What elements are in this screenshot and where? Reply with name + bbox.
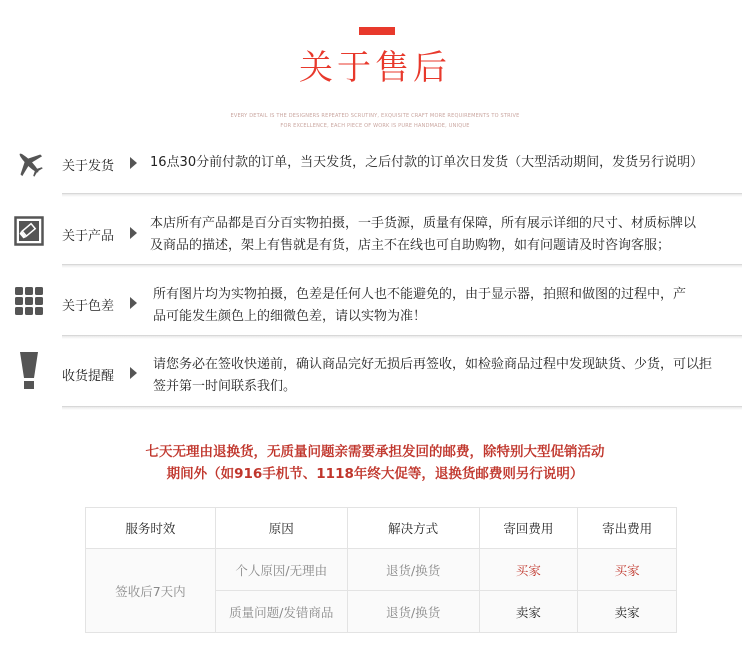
page-subtitle [0,111,750,131]
page-title: 关于售后 [299,48,451,88]
chevron-right-icon [130,367,137,379]
section-receiving [0,340,750,408]
return-fee-cell: 买家 [479,549,578,591]
section-text: 本店所有产品都是百分百实物拍摄，一手货源，质量有保障，所有展示详细的尺寸、材质标牌以及商品的描述，架上有售就是有货，店主不在线也可自助购物，如有问题请及时咨询客服； [150,216,697,253]
section-text: 请您务必在签收快递前，确认商品完好无损后再签收，如检验商品过程中发现缺货、少货，可以拒签并第一时间联系我们。 [153,357,713,394]
grid-icon [14,286,44,316]
section-text: 所有图片均为实物拍摄，色差是任何人也不能避免的，由于显示器，拍照和做图的过程中，产品可能发生颜色上的细微色差，请以实物为准！ [153,287,687,324]
product-box-icon [14,216,44,246]
section-color [0,270,750,335]
section-text: 16点30分前付款的订单，当天发货，之后付款的订单次日发货（大型活动期间，发货另行说明） [150,155,704,170]
section-shipping [0,140,750,195]
divider-shadow [62,194,742,197]
chevron-right-icon [130,227,137,239]
notice-line-2: 期间外（如916手机节、1118年终大促等，退换货邮费则另行说明） [166,466,584,482]
section-product [0,200,750,265]
header-service-period: 服务时效 [86,508,216,549]
divider-shadow [62,407,742,410]
title-accent-bar [359,27,395,35]
return-fee-cell: 卖家 [479,591,578,633]
subtitle-line-1: EVERY DETAIL IS THE DESIGNERS REPEATED SCRUTINY, EXQUISITE CRAFT MORE REQUIREMENTS TO STRIVE [230,113,520,119]
header-ship-fee: 寄出费用 [578,508,677,549]
ship-fee-cell: 买家 [578,549,677,591]
header-return-fee: 寄回费用 [479,508,578,549]
section-label: 关于色差 [62,299,115,314]
solution-cell: 退货/换货 [347,591,479,633]
service-table [85,507,677,633]
section-label: 关于产品 [62,229,115,244]
period-cell: 签收后7天内 [86,549,216,633]
table-row [86,549,677,591]
solution-cell: 退货/换货 [347,549,479,591]
divider-shadow [62,336,742,339]
notice-line-1: 七天无理由退换货，无质量问题亲需要承担发回的邮费，除特别大型促销活动 [145,444,605,460]
ship-fee-cell: 卖家 [578,591,677,633]
reason-cell: 质量问题/发错商品 [215,591,347,633]
header-reason: 原因 [215,508,347,549]
table-header-row [86,508,677,549]
chevron-right-icon [130,297,137,309]
header-solution: 解决方式 [347,508,479,549]
return-policy-notice [0,441,750,485]
chevron-right-icon [130,157,137,169]
subtitle-line-2: FOR EXCELLENCE, EACH PIECE OF WORK IS PURE HANDMADE, UNIQUE [280,123,470,129]
section-label: 收货提醒 [62,369,115,384]
section-label: 关于发货 [62,159,115,174]
divider-shadow [62,265,742,268]
airplane-icon [14,148,44,178]
exclamation-icon [14,350,44,390]
reason-cell: 个人原因/无理由 [215,549,347,591]
